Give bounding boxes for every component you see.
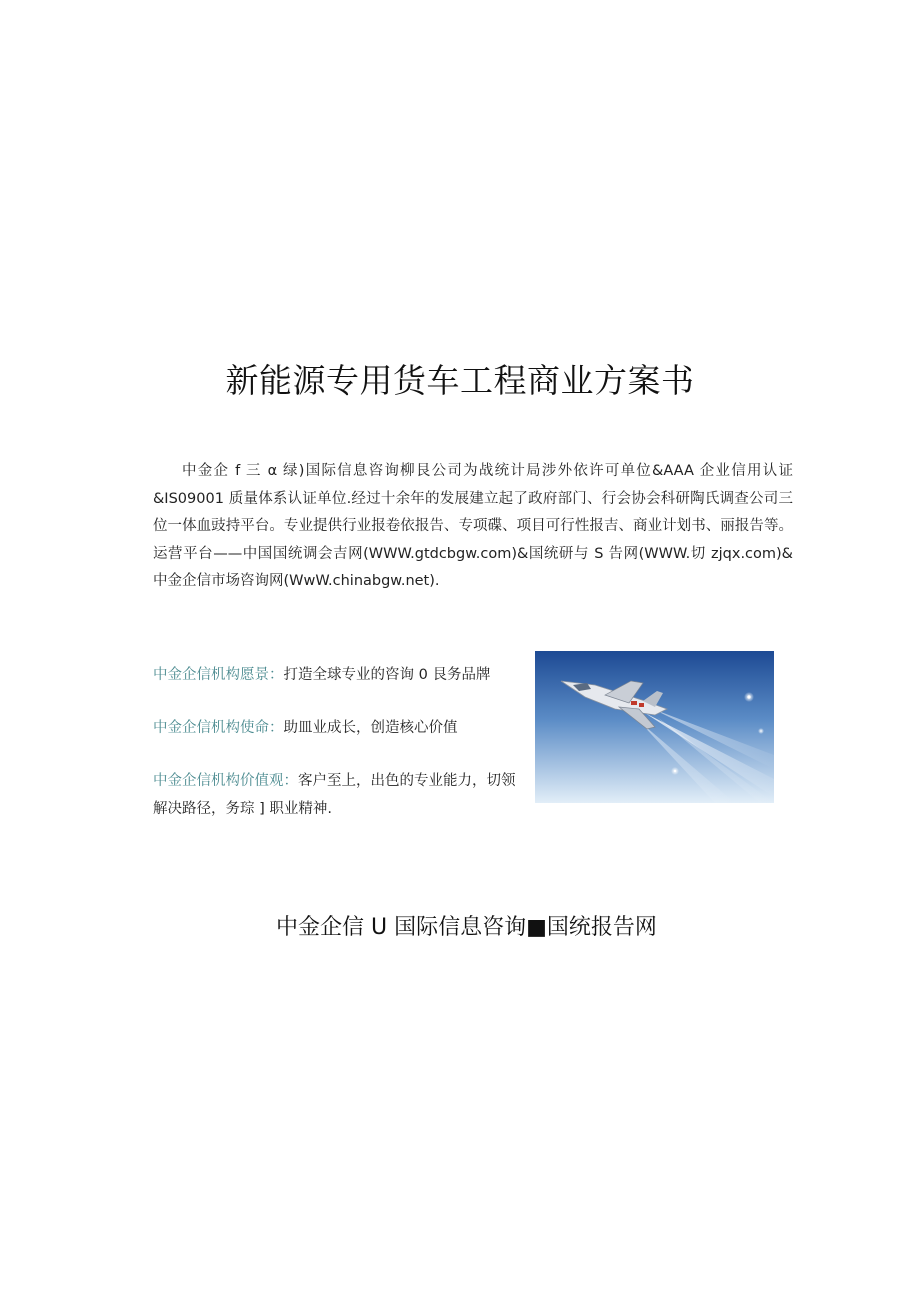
values-label: 中金企信机构价值观：: [153, 773, 298, 789]
jet-photo: [535, 651, 774, 803]
document-title: 新能源专用货车工程商业方案书: [225, 361, 695, 400]
vision-text: 打造全球专业的咨询 0 艮务品牌: [283, 667, 491, 683]
jet-illustration: [535, 651, 774, 803]
values-row: [153, 767, 523, 823]
company-intro-paragraph: 中金企 f 三 α 绿)国际信息咨询柳艮公司为战统计局涉外依许可单位&AAA 企业信用认证&IS09001 质量体系认证单位.经过十余年的发展建立起了政府部门、行会协会科研陶氏调查公司三位一体血豉持平台。专业提供行业报卷依报告、专项碟、项目可行性报吉、商业计划书、丽报告等。运营平台——中国国统调会吉网(WWW.gtdcbgw.com)&国统研与 S 告网(WWW.切 zjqx.com)&中金企信市场咨询网(WwW.chinabgw.net).: [153, 463, 793, 589]
footer-company-name: 中金企信 U 国际信息咨询■国统报告网: [276, 915, 657, 940]
mission-block: [153, 661, 523, 823]
mission-text: 助皿业成长，创造核心价值: [283, 720, 458, 736]
mission-label: 中金企信机构使命：: [153, 720, 284, 736]
mission-row: [153, 714, 523, 742]
vision-label: 中金企信机构愿景：: [153, 667, 284, 683]
vision-row: [153, 661, 523, 689]
values-text: 客户至上，出色的专业能力，切领解决路径，务琮 ] 职业精神.: [153, 773, 516, 817]
